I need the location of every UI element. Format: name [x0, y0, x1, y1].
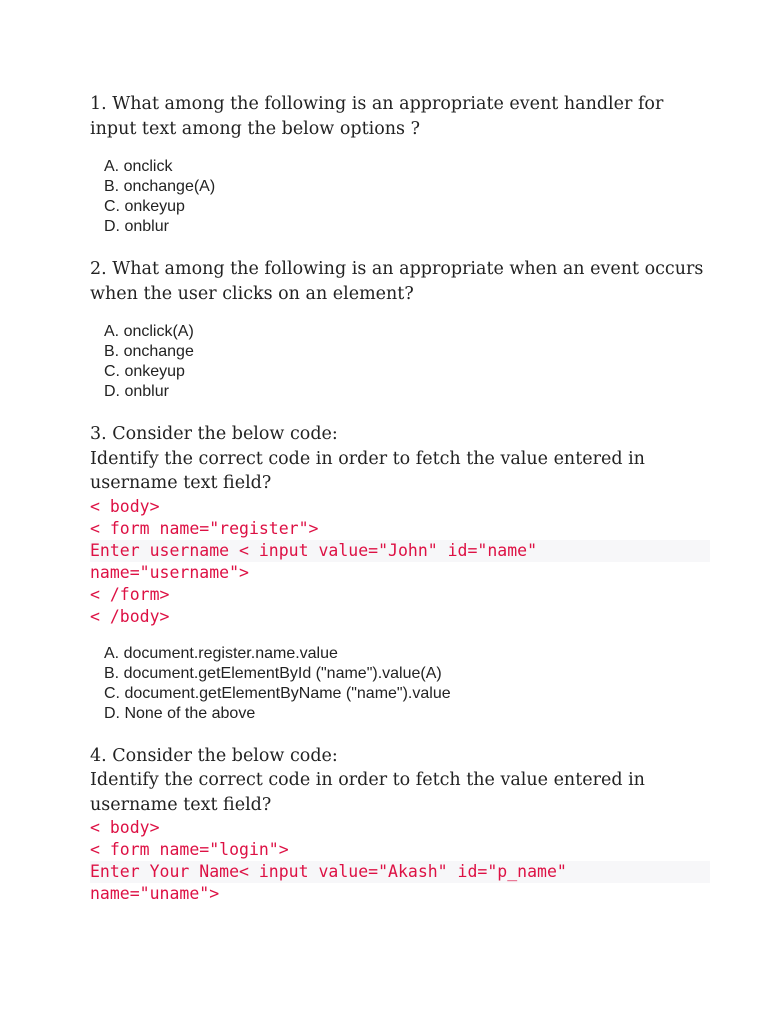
question-4-heading: 4. Consider the below code:: [90, 745, 338, 766]
question-1-text: 1. What among the following is an appropriate event handler for input text among the below options ?: [90, 94, 664, 139]
code-line: Enter Your Name< input value="Akash" id="p_name": [90, 861, 710, 883]
option-item: D. onblur: [104, 383, 169, 400]
code-line: < body>: [90, 496, 160, 516]
option-item: C. onkeyup: [104, 363, 185, 380]
code-line: < /form>: [90, 584, 170, 604]
question-3-options: [90, 644, 710, 724]
question-4: [90, 744, 710, 818]
option-item: D. None of the above: [104, 704, 256, 722]
option-item: A. document.register.name.value: [104, 644, 338, 662]
option-item: A. onclick(A): [104, 323, 194, 340]
code-line: < form name="register">: [90, 518, 319, 538]
option-item: C. document.getElementByName ("name").value: [104, 684, 451, 702]
document-page: [90, 92, 710, 905]
question-4-code-block: [90, 817, 710, 905]
option-item: D. onblur: [104, 218, 169, 235]
question-3-text: Identify the correct code in order to fetch the value entered in username text field?: [90, 448, 645, 493]
code-line: Enter username < input value="John" id="name": [90, 540, 710, 562]
question-3-heading: 3. Consider the below code:: [90, 424, 338, 444]
option-item: B. document.getElementById ("name").value(A): [104, 664, 442, 682]
option-item: A. onclick: [104, 158, 173, 175]
question-2-options: [90, 322, 710, 402]
question-1-options: [90, 157, 710, 237]
question-2: [90, 257, 710, 306]
code-line: name="username">: [90, 562, 249, 582]
option-item: B. onchange: [104, 343, 194, 360]
code-line: < form name="login">: [90, 840, 289, 859]
code-line: name="uname">: [90, 884, 220, 903]
option-item: C. onkeyup: [104, 198, 185, 215]
code-line: < /body>: [90, 606, 170, 626]
question-3: [90, 422, 710, 496]
code-line: < body>: [90, 818, 160, 837]
question-4-text: Identify the correct code in order to fetch the value entered in username text field?: [90, 770, 645, 815]
question-1: [90, 92, 710, 141]
question-3-code-block: [90, 496, 710, 628]
option-item: B. onchange(A): [104, 178, 216, 195]
question-2-text: 2. What among the following is an appropriate when an event occurs when the user clicks on an element?: [90, 259, 704, 304]
